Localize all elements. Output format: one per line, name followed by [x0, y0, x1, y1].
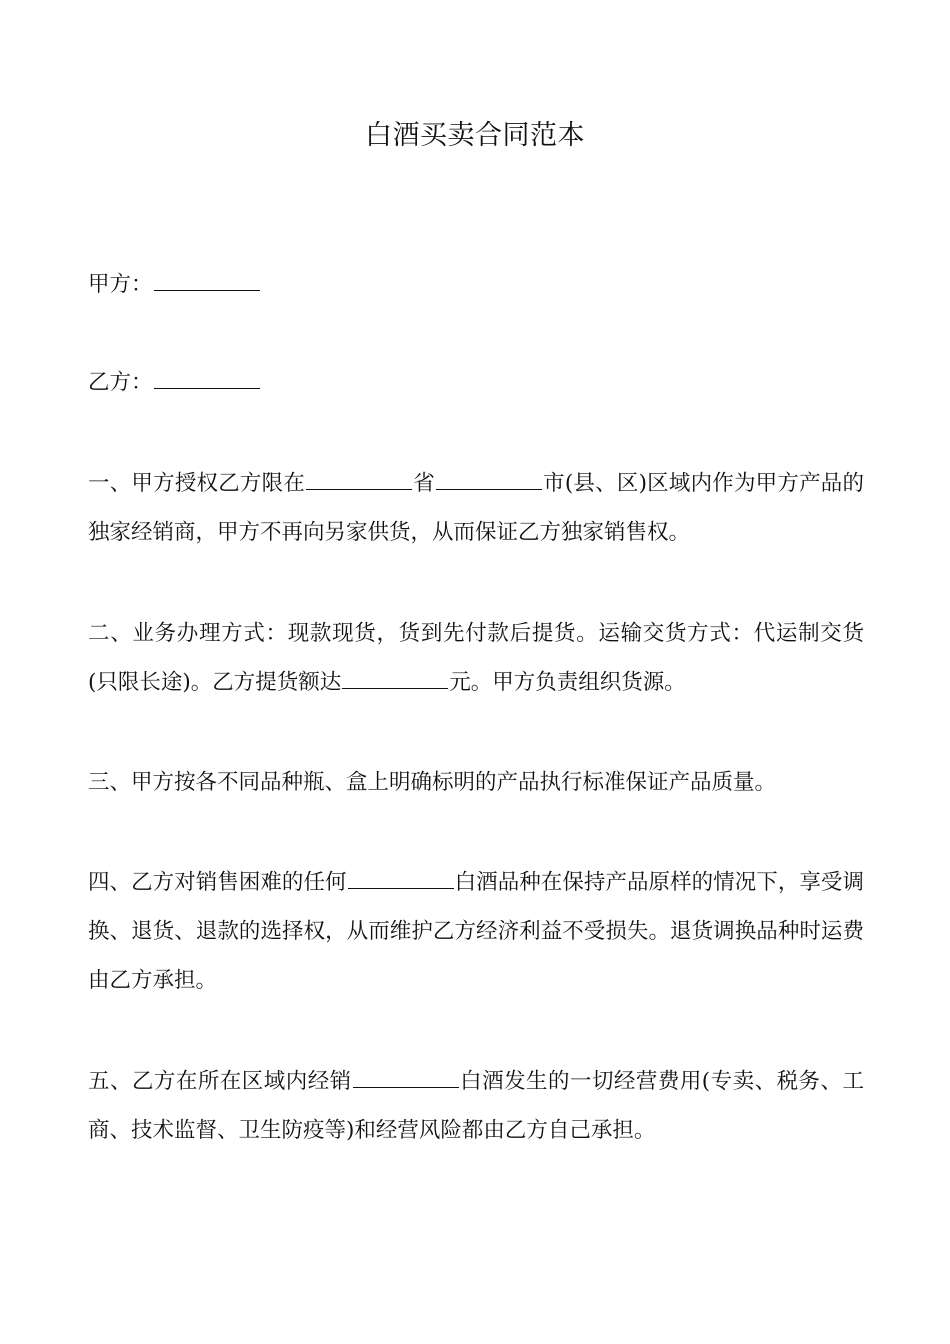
- document-title: 白酒买卖合同范本: [365, 120, 585, 151]
- clause-1-text-c: 市(县、区)区域内作为甲方产品的独家经销商，甲方不再向另家供货，从而保证乙方独家销售权。: [88, 471, 864, 545]
- clause-3-text: 三、甲方按各不同品种瓶、盒上明确标明的产品执行标准保证产品质量。: [88, 770, 777, 795]
- clause-1-text-a: 一、甲方授权乙方限在: [88, 471, 306, 496]
- city-blank: [436, 468, 542, 491]
- clause-5: [88, 1057, 864, 1155]
- clause-4-text-b: 白酒品种在保持产品原样的情况下，享受调换、退货、退款的选择权，从而维护乙方经济利益不受损失。退货调换品种时运费由乙方承担。: [88, 870, 864, 993]
- clause-5-text-b: 白酒发生的一切经营费用(专卖、税务、工商、技术监督、卫生防疫等)和经营风险都由乙方自己承担。: [88, 1069, 864, 1143]
- party-b-blank: [154, 367, 260, 390]
- clause-1: [88, 459, 864, 557]
- clause-2-text-b: 元。甲方负责组织货源。: [449, 670, 686, 695]
- clause-4: [88, 858, 864, 1005]
- brand-blank-4: [348, 867, 454, 890]
- clause-1-text-b: 省: [413, 471, 435, 496]
- province-blank: [306, 468, 412, 491]
- amount-blank: [342, 667, 448, 690]
- clause-2: [88, 609, 864, 707]
- party-a-label: 甲方：: [88, 272, 153, 297]
- party-b-label: 乙方：: [88, 370, 153, 395]
- party-a-blank: [154, 269, 260, 292]
- clause-2-text-a: 二、业务办理方式：现款现货，货到先付款后提货。运输交货方式：代运制交货(只限长途)。乙方提货额达: [88, 621, 864, 695]
- clause-4-text-a: 四、乙方对销售困难的任何: [88, 870, 347, 895]
- clause-3: [88, 758, 864, 807]
- brand-blank-5: [353, 1066, 459, 1089]
- clause-5-text-a: 五、乙方在所在区域内经销: [88, 1069, 352, 1094]
- party-b-line: [88, 358, 864, 407]
- party-a-line: [88, 260, 864, 309]
